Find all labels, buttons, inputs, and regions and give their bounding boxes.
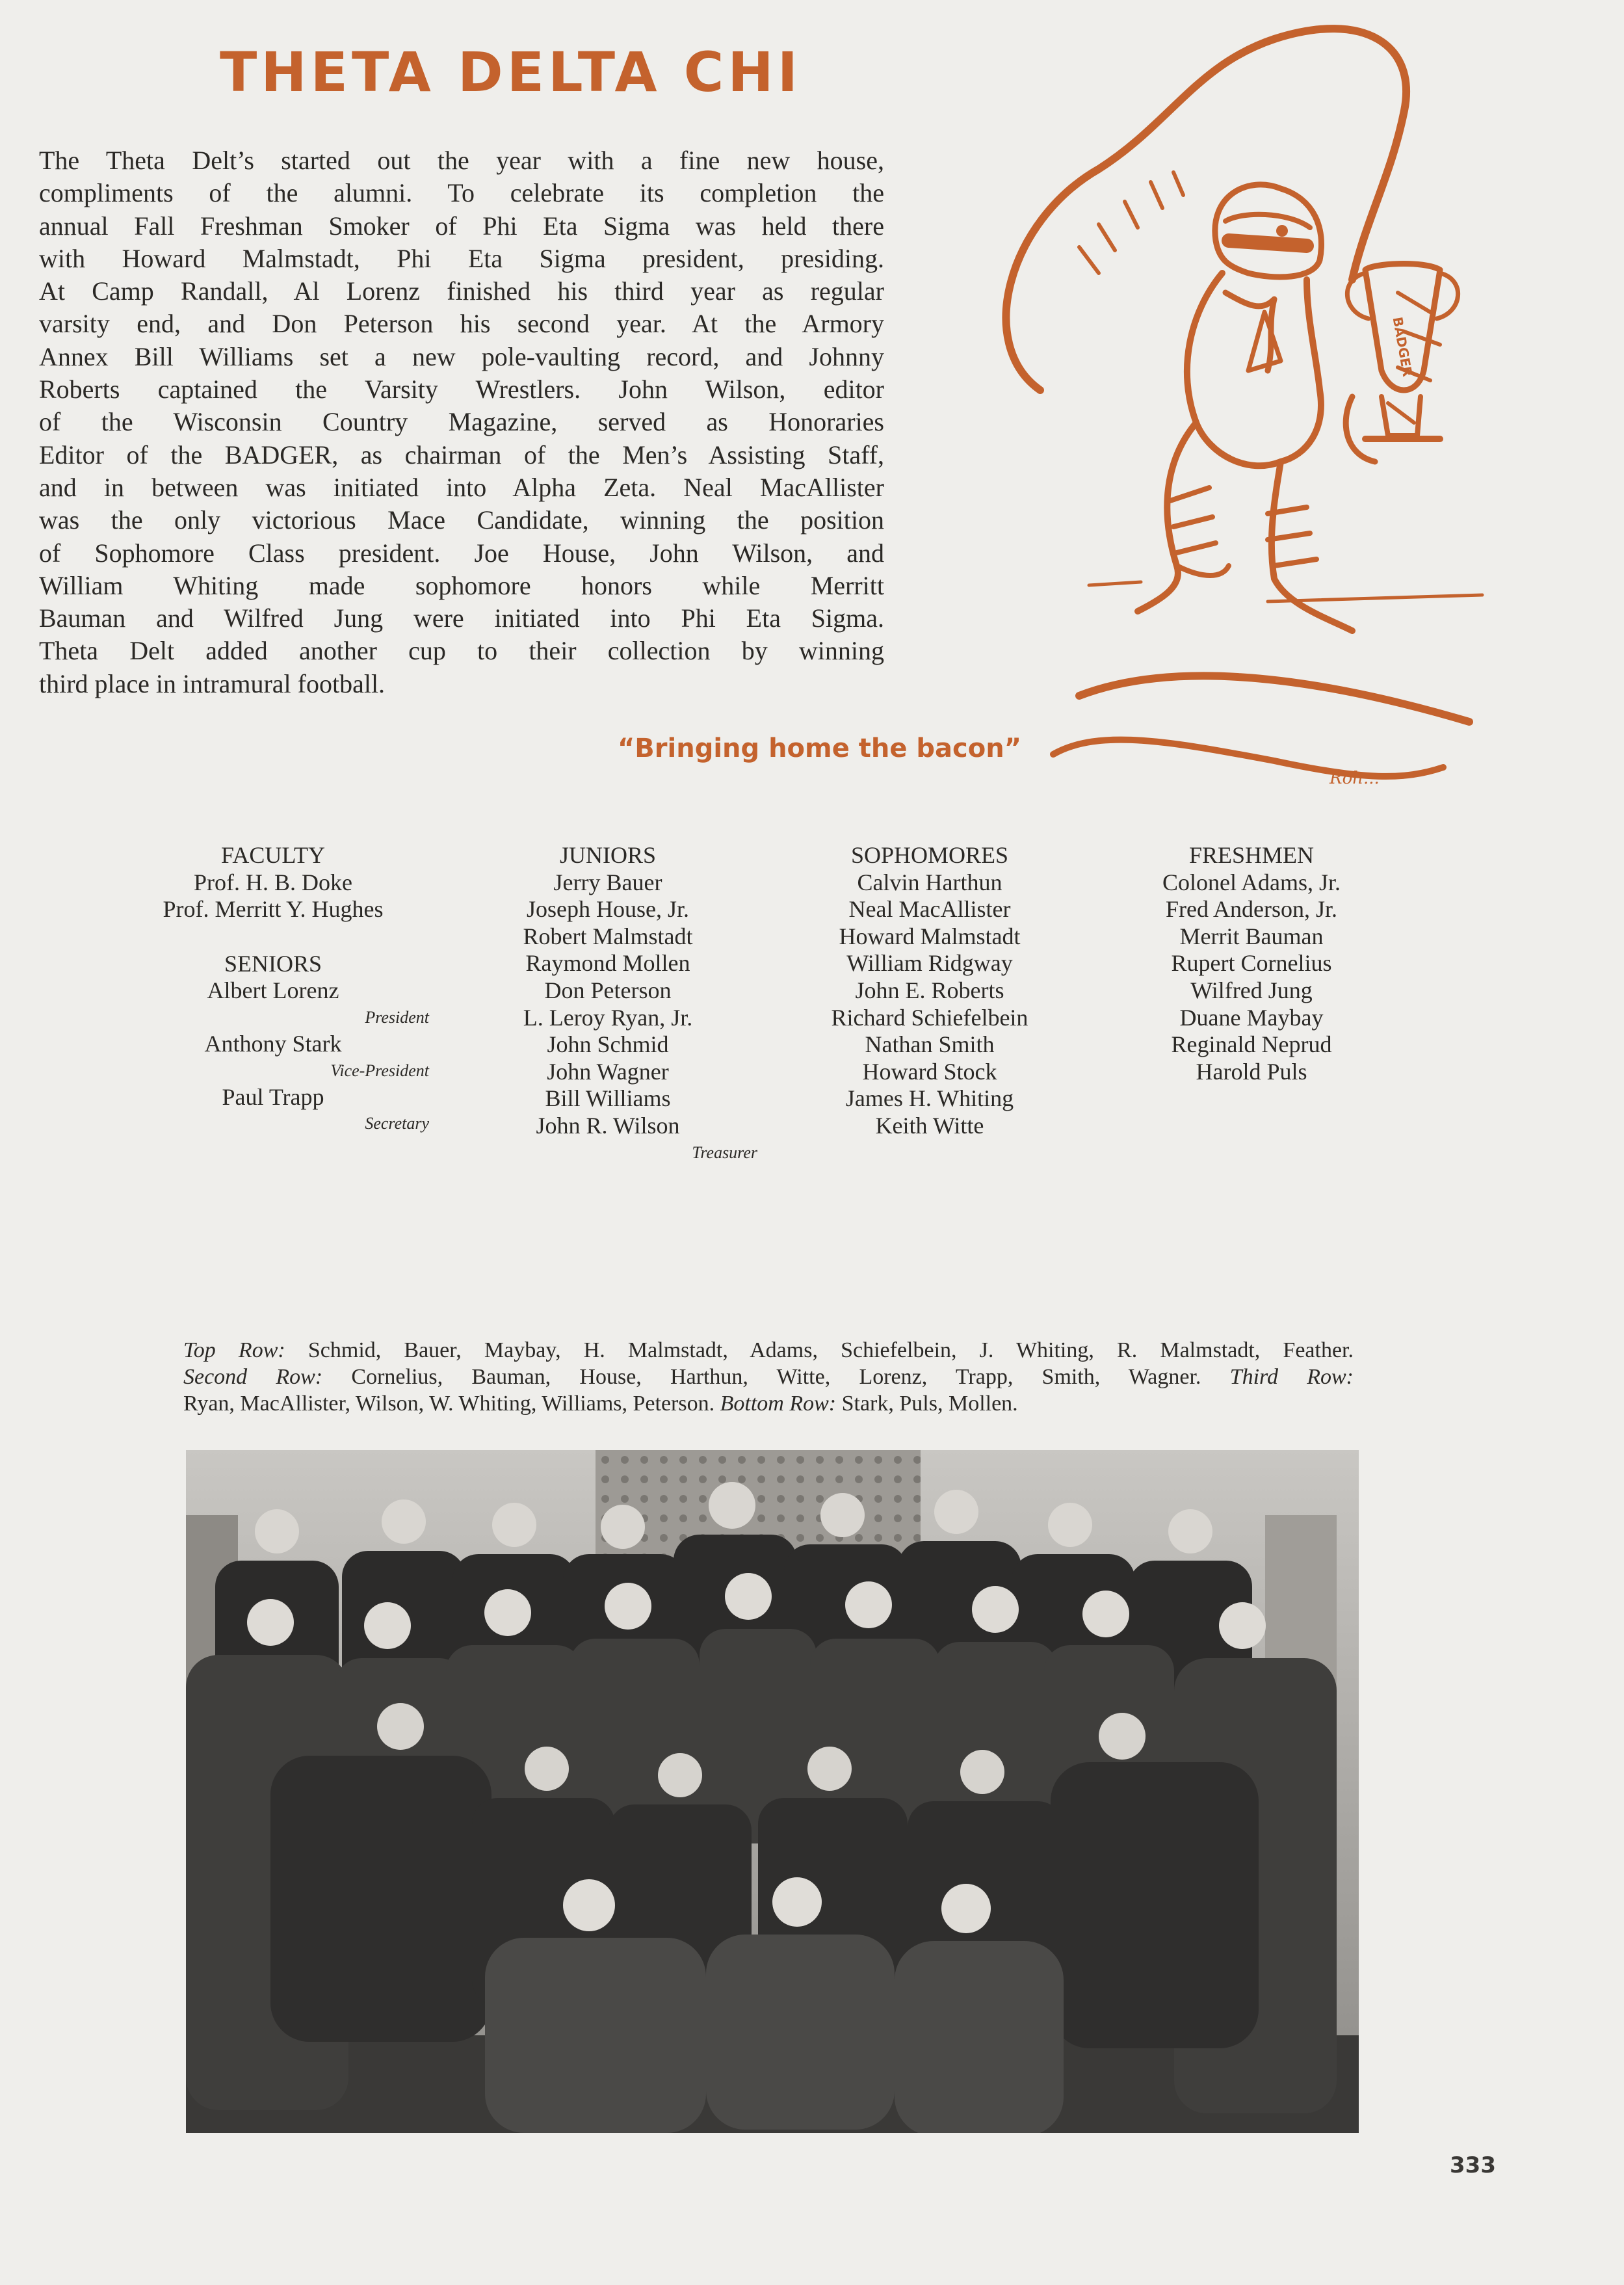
body-line: Bauman and Wilfred Jung were initiated into Phi Eta Sigma. — [39, 603, 884, 633]
row-names: Cornelius, Bauman, House, Harthun, Witte, Lorenz, Trapp, Smith, Wagner. — [322, 1365, 1230, 1389]
body-line: William Whiting made sophomore honors while Merritt — [39, 570, 884, 600]
body-line: Annex Bill Williams set a new pole-vaulting record, and Johnny — [39, 341, 884, 371]
roster-faculty-seniors — [130, 842, 429, 1137]
row-label: Second Row: — [183, 1365, 323, 1389]
row-label: Bottom Row: — [720, 1392, 837, 1416]
badger-cartoon — [1001, 7, 1560, 813]
senior-office: Vice-President — [330, 1061, 429, 1080]
group-photo-image — [186, 1450, 1359, 2133]
seniors-heading: SENIORS — [224, 950, 322, 977]
senior-name: Albert Lorenz — [207, 977, 339, 1004]
sophomore-name: John E. Roberts — [855, 977, 1004, 1003]
body-line: varsity end, and Don Peterson his second year. At the Armory — [39, 309, 884, 339]
junior-name: John R. Wilson — [536, 1112, 680, 1139]
group-photo — [186, 1450, 1359, 2133]
freshman-name: Rupert Cornelius — [1171, 950, 1332, 977]
freshman-name: Merrit Bauman — [1179, 923, 1324, 949]
row-names: Stark, Puls, Mollen. — [836, 1392, 1018, 1416]
body-paragraph — [39, 144, 884, 700]
junior-name: Jerry Bauer — [553, 869, 662, 895]
junior-office: Treasurer — [692, 1142, 757, 1162]
freshman-name: Colonel Adams, Jr. — [1162, 869, 1341, 895]
freshmen-heading: FRESHMEN — [1188, 842, 1315, 868]
body-line: The Theta Delt’s started out the year with a fine new house, — [39, 146, 884, 175]
faculty-name: Prof. H. B. Doke — [194, 869, 352, 895]
sophomore-name: Howard Malmstadt — [839, 923, 1021, 949]
body-line: third place in intramural football. — [39, 668, 386, 698]
senior-office: President — [365, 1007, 429, 1027]
sophomore-name: James H. Whiting — [845, 1085, 1014, 1112]
artist-signature: Roh... — [1329, 769, 1380, 788]
row-label: Top Row: — [183, 1338, 285, 1362]
photo-caption-line — [183, 1390, 1354, 1417]
roster-freshmen — [1099, 842, 1404, 1085]
cartoon-caption: “Bringing home the bacon” — [618, 733, 1021, 763]
faculty-name: Prof. Merritt Y. Hughes — [163, 896, 384, 923]
body-line: Editor of the BADGER, as chairman of the Men’s Assisting Staff, — [39, 440, 884, 469]
body-line: At Camp Randall, Al Lorenz finished his third year as regular — [39, 276, 884, 306]
sophomore-name: Nathan Smith — [865, 1031, 995, 1058]
faculty-heading: FACULTY — [220, 842, 326, 868]
freshman-name: Harold Puls — [1196, 1058, 1307, 1085]
freshman-name: Wilfred Jung — [1190, 977, 1313, 1003]
junior-name: Joseph House, Jr. — [527, 896, 689, 923]
photo-caption — [183, 1337, 1354, 1417]
photo-caption-line — [183, 1364, 1354, 1390]
junior-name: Raymond Mollen — [525, 950, 690, 977]
body-line: annual Fall Freshman Smoker of Phi Eta Sigma was held there — [39, 211, 884, 241]
junior-name: John Wagner — [547, 1058, 669, 1085]
roster-juniors — [468, 842, 757, 1166]
page-title: THETA DELTA CHI — [220, 40, 802, 104]
body-line: of the Wisconsin Country Magazine, served as Honoraries — [39, 407, 884, 437]
sophomore-name: Howard Stock — [862, 1058, 997, 1085]
photo-caption-line — [183, 1337, 1354, 1364]
junior-name: L. Leroy Ryan, Jr. — [523, 1004, 693, 1031]
junior-name: Don Peterson — [544, 977, 672, 1003]
trophy-label: BADGER — [1389, 315, 1416, 378]
row-names: Schmid, Bauer, Maybay, H. Malmstadt, Adams, Schiefelbein, J. Whiting, R. Malmstadt, Feather. — [285, 1338, 1354, 1362]
juniors-heading: JUNIORS — [559, 842, 657, 868]
senior-name: Paul Trapp — [222, 1083, 324, 1110]
freshman-name: Reginald Neprud — [1171, 1031, 1332, 1058]
sophomore-name: Keith Witte — [875, 1112, 984, 1139]
body-line: and in between was initiated into Alpha Zeta. Neal MacAllister — [39, 472, 884, 502]
junior-name: John Schmid — [547, 1031, 669, 1058]
junior-name: Bill Williams — [545, 1085, 671, 1112]
senior-office: Secretary — [365, 1114, 429, 1133]
sophomore-name: Calvin Harthun — [857, 869, 1002, 895]
sophomores-heading: SOPHOMORES — [850, 842, 1009, 868]
sophomore-name: Richard Schiefelbein — [831, 1004, 1028, 1031]
page-number: 333 — [1450, 2152, 1496, 2178]
body-line: with Howard Malmstadt, Phi Eta Sigma president, presiding. — [39, 243, 884, 273]
body-line: was the only victorious Mace Candidate, winning the position — [39, 505, 884, 535]
row-names: Ryan, MacAllister, Wilson, W. Whiting, Williams, Peterson. — [183, 1392, 720, 1416]
freshman-name: Duane Maybay — [1179, 1004, 1324, 1031]
senior-name: Anthony Stark — [204, 1030, 342, 1057]
junior-name: Robert Malmstadt — [523, 923, 693, 949]
body-line: compliments of the alumni. To celebrate its completion the — [39, 178, 884, 208]
body-line: Theta Delt added another cup to their collection by winning — [39, 636, 884, 666]
body-line: Roberts captained the Varsity Wrestlers. John Wilson, editor — [39, 375, 884, 404]
freshman-name: Fred Anderson, Jr. — [1166, 896, 1337, 923]
row-label: Third Row: — [1229, 1365, 1354, 1389]
sophomore-name: William Ridgway — [846, 950, 1013, 977]
body-line: of Sophomore Class president. Joe House, John Wilson, and — [39, 538, 884, 568]
sophomore-name: Neal MacAllister — [848, 896, 1011, 923]
roster-sophomores — [774, 842, 1086, 1140]
